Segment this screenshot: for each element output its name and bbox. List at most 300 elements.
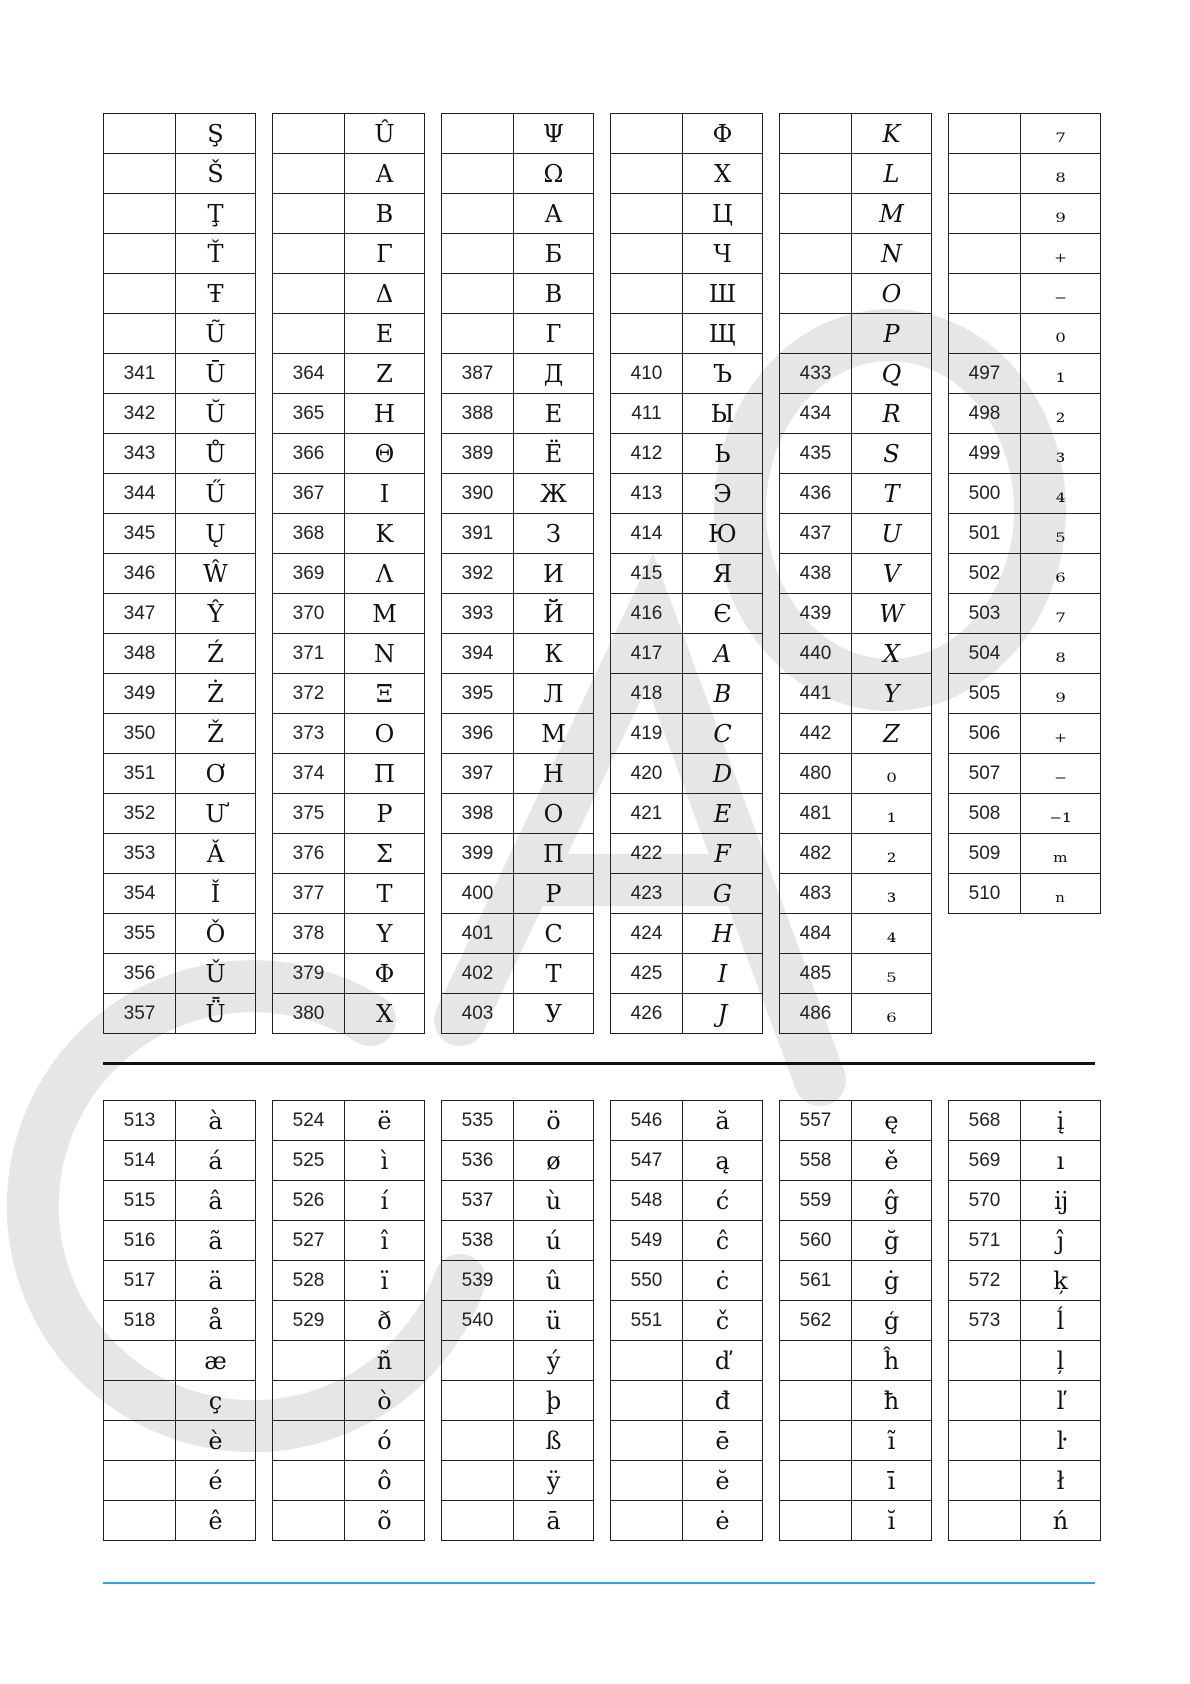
- char-code: 548: [611, 1181, 683, 1221]
- table-row: [273, 1181, 425, 1221]
- char-code: [780, 1381, 852, 1421]
- char-glyph: Ε: [345, 314, 425, 354]
- char-glyph: ü: [514, 1301, 594, 1341]
- char-glyph: ₇: [1021, 114, 1101, 154]
- char-code: 499: [949, 434, 1021, 474]
- char-code: 525: [273, 1141, 345, 1181]
- char-code: 412: [611, 434, 683, 474]
- char-glyph: Ф: [683, 114, 763, 154]
- table-row: [611, 834, 763, 874]
- char-code: [949, 1461, 1021, 1501]
- char-code: [780, 314, 852, 354]
- table-row: [442, 194, 594, 234]
- char-code: 505: [949, 674, 1021, 714]
- char-code: 501: [949, 514, 1021, 554]
- table-row: [780, 194, 932, 234]
- char-glyph: ñ: [345, 1341, 425, 1381]
- table-row: [273, 1341, 425, 1381]
- char-code: 480: [780, 754, 852, 794]
- table-row: [611, 754, 763, 794]
- char-glyph: ₃: [852, 874, 932, 914]
- table-row: [611, 394, 763, 434]
- char-glyph: Π: [345, 754, 425, 794]
- char-code: [273, 314, 345, 354]
- table-row: [442, 714, 594, 754]
- char-glyph: Ж: [514, 474, 594, 514]
- char-glyph: ĵ: [1021, 1221, 1101, 1261]
- char-code: 517: [104, 1261, 176, 1301]
- char-code: 392: [442, 554, 514, 594]
- char-code: 403: [442, 994, 514, 1034]
- table-row: [611, 434, 763, 474]
- table-row: [611, 674, 763, 714]
- char-glyph: Δ: [345, 274, 425, 314]
- char-glyph: Ŭ: [176, 394, 256, 434]
- char-glyph: Х: [683, 154, 763, 194]
- char-glyph: ø: [514, 1141, 594, 1181]
- char-code: 535: [442, 1101, 514, 1141]
- table-row: [949, 1221, 1101, 1261]
- char-glyph: 𝑄: [852, 354, 932, 394]
- char-code: [442, 114, 514, 154]
- char-code: 437: [780, 514, 852, 554]
- char-glyph: Š: [176, 154, 256, 194]
- char-code: 349: [104, 674, 176, 714]
- char-code: [611, 1421, 683, 1461]
- table-row: [104, 154, 256, 194]
- char-code: 435: [780, 434, 852, 474]
- char-code: [949, 194, 1021, 234]
- char-glyph: Ǒ: [176, 914, 256, 954]
- table-row: [442, 634, 594, 674]
- char-code: 526: [273, 1181, 345, 1221]
- table-row: [104, 274, 256, 314]
- char-glyph: З: [514, 514, 594, 554]
- table-row: [611, 874, 763, 914]
- char-code: 355: [104, 914, 176, 954]
- char-glyph: Ǖ: [176, 994, 256, 1034]
- table-row: [104, 914, 256, 954]
- char-code: 411: [611, 394, 683, 434]
- table-row: [949, 834, 1101, 874]
- char-code: [949, 1501, 1021, 1541]
- char-glyph: Ι: [345, 474, 425, 514]
- char-code: 423: [611, 874, 683, 914]
- table-row: [949, 114, 1101, 154]
- char-glyph: Ы: [683, 394, 763, 434]
- char-glyph: Е: [514, 394, 594, 434]
- table-row: [273, 314, 425, 354]
- table-row: [104, 114, 256, 154]
- char-code: [611, 154, 683, 194]
- char-glyph: é: [176, 1461, 256, 1501]
- char-glyph: ć: [683, 1181, 763, 1221]
- table-row: [949, 1181, 1101, 1221]
- char-code: [104, 274, 176, 314]
- char-glyph: ₀: [852, 754, 932, 794]
- char-code: [273, 1381, 345, 1421]
- char-code: 370: [273, 594, 345, 634]
- table-row: [611, 1501, 763, 1541]
- char-code: 507: [949, 754, 1021, 794]
- char-code: [442, 1381, 514, 1421]
- char-glyph: Щ: [683, 314, 763, 354]
- char-glyph: ľ: [1021, 1381, 1101, 1421]
- char-glyph: ₊: [1021, 714, 1101, 754]
- table-row: [780, 234, 932, 274]
- table-row: [104, 514, 256, 554]
- char-glyph: í: [345, 1181, 425, 1221]
- char-code: [104, 1461, 176, 1501]
- char-glyph: Я: [683, 554, 763, 594]
- char-code: 438: [780, 554, 852, 594]
- table-row: [104, 1101, 256, 1141]
- table-row: [611, 1381, 763, 1421]
- char-code: 351: [104, 754, 176, 794]
- char-glyph: 𝐺: [683, 874, 763, 914]
- table-row: [104, 354, 256, 394]
- char-glyph: ç: [176, 1381, 256, 1421]
- table-row: [442, 954, 594, 994]
- table-row: [442, 434, 594, 474]
- table-row: [780, 594, 932, 634]
- char-glyph: ĭ: [852, 1501, 932, 1541]
- char-code: 394: [442, 634, 514, 674]
- table-row: [442, 1101, 594, 1141]
- char-glyph: ₙ: [1021, 874, 1101, 914]
- char-code: [273, 1461, 345, 1501]
- table-row: [273, 754, 425, 794]
- char-code: 506: [949, 714, 1021, 754]
- char-glyph: ß: [514, 1421, 594, 1461]
- char-glyph: ₅: [852, 954, 932, 994]
- char-glyph: Ş: [176, 114, 256, 154]
- char-code: 401: [442, 914, 514, 954]
- table-row: [780, 154, 932, 194]
- char-code: [104, 154, 176, 194]
- table-row: [104, 794, 256, 834]
- table-row: [780, 754, 932, 794]
- table-row: [104, 474, 256, 514]
- char-code: 483: [780, 874, 852, 914]
- table-row: [104, 634, 256, 674]
- char-glyph: Ư: [176, 794, 256, 834]
- char-glyph: ð: [345, 1301, 425, 1341]
- table-row: [949, 514, 1101, 554]
- char-code: 504: [949, 634, 1021, 674]
- char-code: 393: [442, 594, 514, 634]
- table-row: [949, 354, 1101, 394]
- char-code: [611, 114, 683, 154]
- char-code: 400: [442, 874, 514, 914]
- char-code: [273, 194, 345, 234]
- table-row: [780, 954, 932, 994]
- table-row: [611, 354, 763, 394]
- char-code: 365: [273, 394, 345, 434]
- char-glyph: ŀ: [1021, 1421, 1101, 1461]
- char-code: [442, 1501, 514, 1541]
- char-glyph: â: [176, 1181, 256, 1221]
- char-code: [780, 1461, 852, 1501]
- table-row: [611, 1341, 763, 1381]
- table-row: [949, 874, 1101, 914]
- char-glyph: О: [514, 794, 594, 834]
- char-code: [273, 114, 345, 154]
- table-row: [949, 1501, 1101, 1541]
- char-glyph: Ǐ: [176, 874, 256, 914]
- top-table-4: [610, 113, 763, 1034]
- top-table-3: [441, 113, 594, 1034]
- char-glyph: Ǎ: [176, 834, 256, 874]
- table-row: [780, 434, 932, 474]
- char-glyph: ₀: [1021, 314, 1101, 354]
- char-glyph: Ơ: [176, 754, 256, 794]
- table-row: [273, 1501, 425, 1541]
- char-code: 348: [104, 634, 176, 674]
- char-glyph: Λ: [345, 554, 425, 594]
- char-glyph: ₄: [852, 914, 932, 954]
- table-row: [949, 474, 1101, 514]
- char-code: 497: [949, 354, 1021, 394]
- table-row: [442, 674, 594, 714]
- char-code: 510: [949, 874, 1021, 914]
- char-code: [611, 314, 683, 354]
- char-code: 498: [949, 394, 1021, 434]
- table-row: [780, 1381, 932, 1421]
- table-row: [949, 394, 1101, 434]
- char-glyph: æ: [176, 1341, 256, 1381]
- char-glyph: ģ: [852, 1301, 932, 1341]
- char-code: 345: [104, 514, 176, 554]
- char-glyph: Г: [514, 314, 594, 354]
- table-row: [780, 714, 932, 754]
- bottom-table-4: [610, 1100, 763, 1541]
- char-code: 568: [949, 1101, 1021, 1141]
- section-divider: [103, 1062, 1095, 1065]
- char-code: 424: [611, 914, 683, 954]
- bottom-table-3: [441, 1100, 594, 1541]
- char-code: 398: [442, 794, 514, 834]
- char-glyph: ĳ: [1021, 1181, 1101, 1221]
- char-glyph: М: [514, 714, 594, 754]
- char-code: 344: [104, 474, 176, 514]
- char-glyph: ù: [514, 1181, 594, 1221]
- char-glyph: ĝ: [852, 1181, 932, 1221]
- char-glyph: Э: [683, 474, 763, 514]
- table-row: [273, 834, 425, 874]
- table-row: [611, 314, 763, 354]
- char-code: [949, 1381, 1021, 1421]
- char-glyph: ý: [514, 1341, 594, 1381]
- char-glyph: ċ: [683, 1261, 763, 1301]
- char-code: 420: [611, 754, 683, 794]
- char-glyph: 𝑋: [852, 634, 932, 674]
- char-code: 558: [780, 1141, 852, 1181]
- table-row: [611, 1101, 763, 1141]
- char-code: [949, 314, 1021, 354]
- char-glyph: Ъ: [683, 354, 763, 394]
- char-code: 559: [780, 1181, 852, 1221]
- char-glyph: Γ: [345, 234, 425, 274]
- table-row: [780, 1181, 932, 1221]
- top-table-1: [103, 113, 256, 1034]
- char-code: 364: [273, 354, 345, 394]
- table-row: [104, 954, 256, 994]
- char-code: 537: [442, 1181, 514, 1221]
- char-glyph: ₊: [1021, 234, 1101, 274]
- table-row: [780, 794, 932, 834]
- table-row: [611, 154, 763, 194]
- char-code: 546: [611, 1101, 683, 1141]
- table-row: [949, 1141, 1101, 1181]
- table-row: [780, 914, 932, 954]
- char-glyph: Ŵ: [176, 554, 256, 594]
- char-glyph: ò: [345, 1381, 425, 1421]
- char-glyph: Ν: [345, 634, 425, 674]
- char-glyph: Τ: [345, 874, 425, 914]
- char-glyph: 𝑃: [852, 314, 932, 354]
- char-glyph: ₁: [852, 794, 932, 834]
- table-row: [442, 1141, 594, 1181]
- table-row: [442, 514, 594, 554]
- char-code: [780, 274, 852, 314]
- char-code: [780, 1501, 852, 1541]
- char-glyph: Ο: [345, 714, 425, 754]
- table-row: [104, 594, 256, 634]
- char-code: 481: [780, 794, 852, 834]
- char-glyph: Д: [514, 354, 594, 394]
- watermark-text: CASIO: [130, 305, 180, 324]
- table-row: [780, 1421, 932, 1461]
- char-glyph: ħ: [852, 1381, 932, 1421]
- char-glyph: С: [514, 914, 594, 954]
- table-row: [104, 674, 256, 714]
- char-glyph: ú: [514, 1221, 594, 1261]
- table-row: [104, 314, 256, 354]
- char-code: [273, 1501, 345, 1541]
- table-row: [104, 1181, 256, 1221]
- char-code: [273, 274, 345, 314]
- char-code: 539: [442, 1261, 514, 1301]
- table-row: [104, 1301, 256, 1341]
- table-row: [949, 674, 1101, 714]
- table-row: [611, 1141, 763, 1181]
- char-code: 484: [780, 914, 852, 954]
- char-code: 513: [104, 1101, 176, 1141]
- table-row: [442, 314, 594, 354]
- char-code: [949, 274, 1021, 314]
- char-code: 500: [949, 474, 1021, 514]
- char-glyph: ₋: [1021, 754, 1101, 794]
- table-row: [442, 1221, 594, 1261]
- char-code: [949, 234, 1021, 274]
- table-row: [611, 514, 763, 554]
- char-code: 378: [273, 914, 345, 954]
- char-glyph: ı: [1021, 1141, 1101, 1181]
- char-code: 376: [273, 834, 345, 874]
- char-glyph: Р: [514, 874, 594, 914]
- char-code: [611, 1341, 683, 1381]
- char-glyph: Ь: [683, 434, 763, 474]
- char-code: [949, 1341, 1021, 1381]
- bottom-table-1: [103, 1100, 256, 1541]
- table-row: [273, 794, 425, 834]
- char-code: [273, 154, 345, 194]
- table-row: [780, 1301, 932, 1341]
- table-row: [949, 1301, 1101, 1341]
- table-row: [442, 1421, 594, 1461]
- char-code: 391: [442, 514, 514, 554]
- char-glyph: č: [683, 1301, 763, 1341]
- char-code: 524: [273, 1101, 345, 1141]
- table-row: [780, 394, 932, 434]
- char-glyph: đ: [683, 1381, 763, 1421]
- char-glyph: ł: [1021, 1461, 1101, 1501]
- table-row: [611, 554, 763, 594]
- char-glyph: И: [514, 554, 594, 594]
- char-code: [611, 234, 683, 274]
- char-glyph: 𝐷: [683, 754, 763, 794]
- char-code: 369: [273, 554, 345, 594]
- char-code: 571: [949, 1221, 1021, 1261]
- char-code: [273, 234, 345, 274]
- char-code: [442, 154, 514, 194]
- char-code: 442: [780, 714, 852, 754]
- char-glyph: 𝐴: [683, 634, 763, 674]
- table-row: [104, 874, 256, 914]
- char-code: 368: [273, 514, 345, 554]
- char-code: 439: [780, 594, 852, 634]
- char-glyph: ö: [514, 1101, 594, 1141]
- char-glyph: 𝑉: [852, 554, 932, 594]
- char-code: [780, 194, 852, 234]
- table-row: [442, 1501, 594, 1541]
- char-code: 508: [949, 794, 1021, 834]
- char-glyph: ē: [683, 1421, 763, 1461]
- char-glyph: ÿ: [514, 1461, 594, 1501]
- table-row: [442, 354, 594, 394]
- char-code: [104, 1341, 176, 1381]
- table-row: [104, 1141, 256, 1181]
- char-glyph: Ť: [176, 234, 256, 274]
- table-row: [949, 1341, 1101, 1381]
- char-code: [104, 194, 176, 234]
- table-row: [949, 434, 1101, 474]
- char-glyph: Û: [345, 114, 425, 154]
- char-code: 410: [611, 354, 683, 394]
- table-row: [442, 474, 594, 514]
- table-row: [273, 874, 425, 914]
- table-row: [273, 714, 425, 754]
- char-glyph: Χ: [345, 994, 425, 1034]
- table-row: [949, 634, 1101, 674]
- char-glyph: Η: [345, 394, 425, 434]
- table-row: [104, 194, 256, 234]
- table-row: [273, 914, 425, 954]
- char-code: 413: [611, 474, 683, 514]
- table-row: [949, 714, 1101, 754]
- table-row: [949, 1381, 1101, 1421]
- char-glyph: Ё: [514, 434, 594, 474]
- char-code: [442, 314, 514, 354]
- char-code: [780, 154, 852, 194]
- table-row: [611, 274, 763, 314]
- char-code: [442, 1461, 514, 1501]
- char-glyph: Н: [514, 754, 594, 794]
- char-glyph: Т: [514, 954, 594, 994]
- table-row: [611, 1261, 763, 1301]
- char-code: [611, 1461, 683, 1501]
